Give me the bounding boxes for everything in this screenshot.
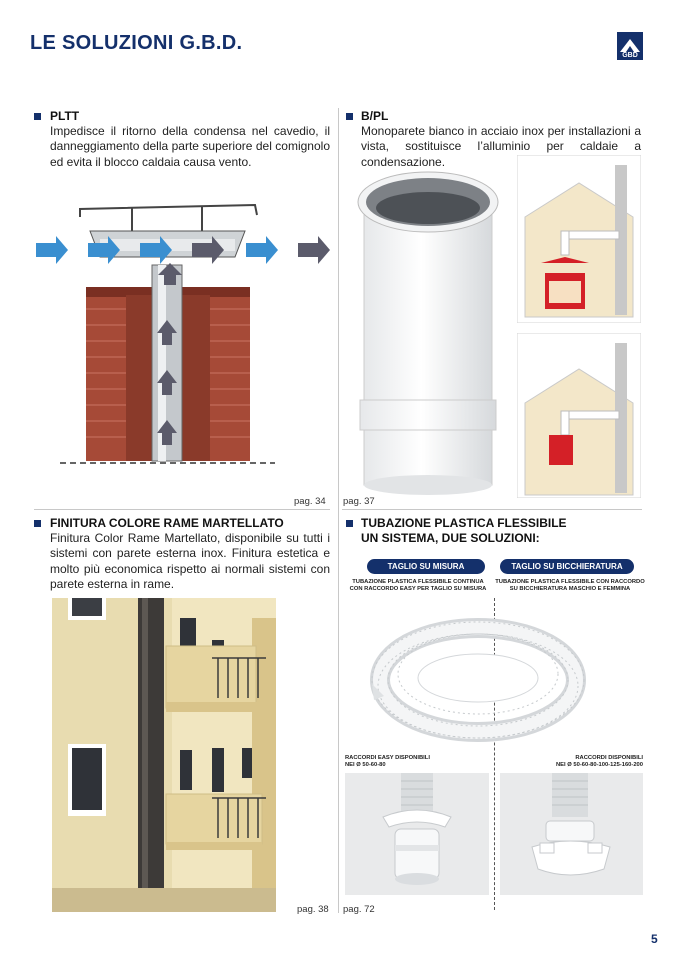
pltt-description: Impedisce il ritorno della condensa nel cavedio, il danneggiamento della parte superiore del comignolo ed evita il blocco caldaia causa vento.	[50, 124, 330, 169]
desc-right-line1: TUBAZIONE PLASTICA FLESSIBILE CON RACCORDO	[495, 579, 645, 585]
desc-left-line2: CON RACCORDO EASY PER TAGLIO SU MISURA	[349, 586, 487, 592]
raccordi-right-line2: NEI Ø 50-60-80-100-125-160-200	[555, 762, 643, 768]
raccordo-easy-image	[345, 773, 489, 895]
finitura-building-photo	[52, 598, 276, 912]
bullet-square	[346, 520, 353, 527]
gbd-logo	[617, 32, 643, 60]
raccordi-left-line2: NEI Ø 50-60-80	[345, 762, 386, 768]
page-title: LE SOLUZIONI G.B.D.	[30, 32, 243, 54]
tubazione-title-line1: TUBAZIONE PLASTICA FLESSIBILE	[361, 516, 567, 530]
tubazione-page-ref: pag. 72	[343, 904, 375, 915]
desc-right-line2: SU BICCHIERATURA MASCHIO E FEMMINA	[509, 586, 631, 592]
bullet-square	[346, 113, 353, 120]
pill-taglio-su-misura: TAGLIO SU MISURA	[367, 559, 485, 574]
finitura-page-ref: pag. 38	[297, 904, 329, 915]
vertical-divider	[338, 108, 339, 913]
pltt-title: PLTT	[50, 109, 80, 123]
bullet-square	[34, 113, 41, 120]
finitura-title: FINITURA COLORE RAME MARTELLATO	[50, 516, 284, 530]
flexible-hose-coil-image	[362, 600, 588, 752]
bpl-diagram-house-2	[517, 333, 641, 498]
horizontal-divider-right	[342, 509, 642, 510]
house-icon	[617, 34, 643, 54]
page-number: 5	[651, 932, 658, 946]
tubazione-title-line2: UN SISTEMA, DUE SOLUZIONI:	[361, 531, 540, 545]
horizontal-divider-left	[34, 509, 330, 510]
bpl-white-pipe-image	[352, 170, 502, 495]
bpl-diagram-house-1	[517, 155, 641, 323]
bpl-description: Monoparete bianco in acciaio inox per installazioni a vista, sostituisce l’alluminio per caldaie a condensazione.	[361, 124, 641, 169]
bpl-title: B/PL	[361, 109, 389, 123]
raccordi-right-line1: RACCORDI DISPONIBILI	[575, 755, 643, 761]
desc-left-line1: TUBAZIONE PLASTICA FLESSIBILE CONTINUA	[352, 579, 484, 585]
raccordi-left-line1: RACCORDI EASY DISPONIBILI	[345, 755, 430, 761]
pill-taglio-su-bicchieratura: TAGLIO SU BICCHIERATURA	[500, 559, 634, 574]
logo-text: GBD	[622, 52, 638, 59]
finitura-description: Finitura Color Rame Martellato, disponibile su tutti i sistemi con parete esterna inox. Finitura estetica e molto più economica rispetto ai normali sistemi con parete esterna in rame.	[50, 531, 330, 591]
bullet-square	[34, 520, 41, 527]
bpl-page-ref: pag. 37	[343, 496, 375, 507]
raccordo-bicchieratura-image	[500, 773, 643, 895]
pltt-chimney-illustration	[30, 195, 335, 470]
pltt-page-ref: pag. 34	[294, 496, 326, 507]
